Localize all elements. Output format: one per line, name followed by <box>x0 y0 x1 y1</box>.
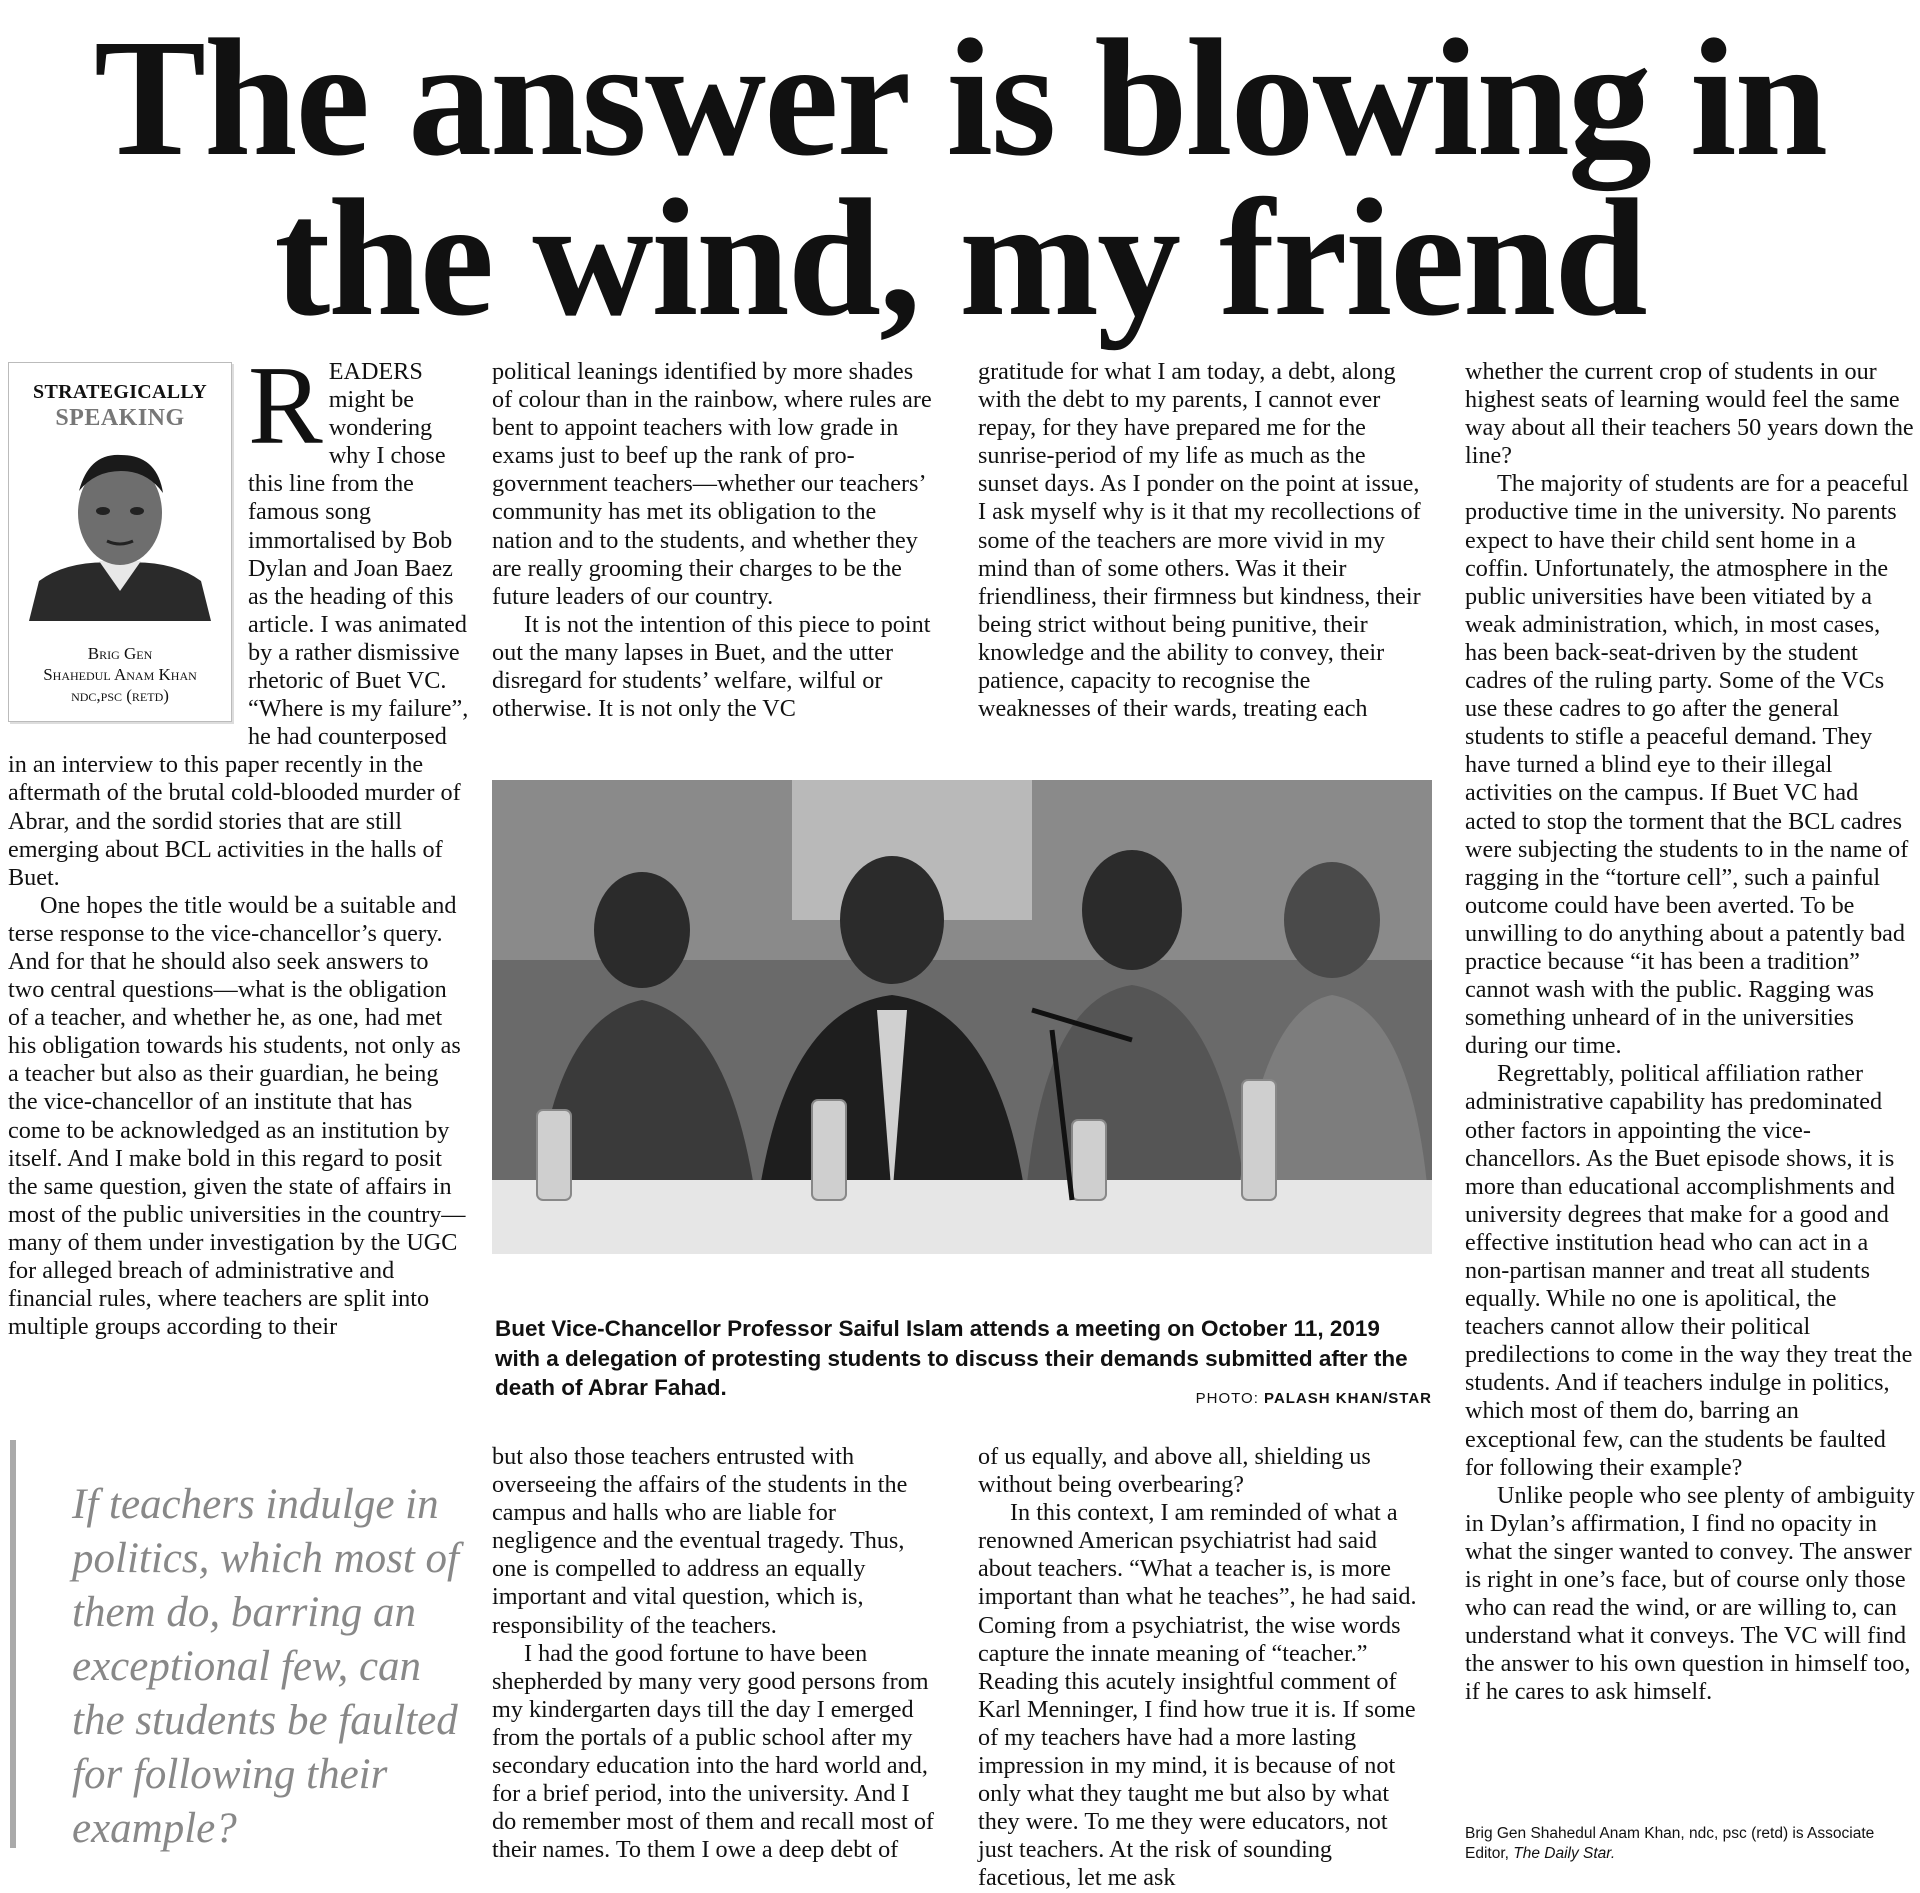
headline: The answer is blowing in the wind, my friend <box>94 5 1826 351</box>
body-paragraph: Regrettably, political affiliation rather administrative capability has predominated other factors in appointing the vice-chancellors. As the Buet episode shows, it is more than educational accomplishments and university degrees that make for a good and effective institution head who can act in a non-partisan manner and treat all students equally. While no one is apolitical, the teachers cannot allow their political predilections to come in the way they treat the students. And if teachers indulge in politics, which most of them do, barring an exceptional few, can the students be faulted for following their example? <box>1465 1060 1913 1481</box>
column-kicker: STRATEGICALLY <box>33 381 207 403</box>
body-paragraph: I had the good fortune to have been shepherded by many very good persons from my kindergarten days till the day I emerged from the portals of a public school after my secondary education into the hard world and, for a brief period, into the university. And I do remember most of them and recall most of their names. To them I owe a deep debt of <box>492 1639 934 1864</box>
news-photo <box>492 780 1432 1254</box>
pullquote-rule <box>10 1440 16 1848</box>
photo-caption: Buet Vice-Chancellor Professor Saiful Islam attends a meeting on October 11, 2019 with a delegation of protesting students to discuss their demands submitted after the death of Abrar Fahad. <box>495 1316 1408 1400</box>
body-paragraph: One hopes the title would be a suitable and terse response to the vice-chancellor’s query. And for that he should also seek answers to two central questions—what is the obligation of a teacher, and whether he, as one, had met his obligation towards his students, not only as a teacher but also as their guardian, he being the vice-chancellor of an institute that has come to be acknowledged as an institution by itself. And I make bold in this regard to posit the same question, given the state of affairs in most of the public universities in the country—many of them under investigation by the UGC for alleged breach of administrative and financial rules, where teachers are split into multiple groups according to their <box>8 891 466 1341</box>
body-paragraph: whether the current crop of students in our highest seats of learning would feel the same way about all their teachers 50 years down the line? <box>1465 358 1914 470</box>
body-column-3-top <box>978 358 1422 723</box>
body-column-1 <box>8 344 470 1341</box>
body-column-3-bottom <box>978 1443 1422 1893</box>
box-float-spacer <box>8 358 248 734</box>
author-name-line1: Brig Gen <box>87 644 153 663</box>
column-kicker-sub: SPEAKING <box>55 405 185 431</box>
body-paragraph: READERS might be wondering why I chose this line from the famous song immortalised by Bob Dylan and Joan Baez as the heading of this article. I was animated by a rather dismissive rhetoric of Buet VC. “Where is my failure”, he had counterposed in an interview to this paper recently in the aftermath of the brutal cold-blooded murder of Abrar, and the sordid stories that are still emerging about BCL activities in the halls of Buet. <box>8 344 469 891</box>
body-paragraph: political leanings identified by more shades of colour than in the rainbow, where rules are bent to appoint teachers with low grade in exams just to beef up the rank of pro-government teachers—whether our teachers’ community has met its obligation to the nation and to the students, and whether they are really grooming their charges to be the future leaders of our country. <box>492 358 932 610</box>
photo-credit: PHOTO: PALASH KHAN/STAR <box>1195 1390 1432 1407</box>
author-credentials: ndc,psc (retd) <box>71 686 169 705</box>
pull-quote: If teachers indulge in politics, which most of them do, barring an exceptional few, can the students be faulted for following their example? <box>72 1481 459 1852</box>
body-paragraph: In this context, I am reminded of what a renowned American psychiatrist had said about teachers. “What a teacher is, is more important than what he teaches”, he had said. Coming from a psychiatrist, the wise words capture the innate meaning of “teacher.” Reading this acutely insightful comment of Karl Menninger, I find how true it is. If some of my teachers have had a more lasting impression in my mind, it is because of not only what they taught me but also by what they were. To me they were educators, not just teachers. At the risk of sounding facetious, let me ask <box>978 1499 1417 1892</box>
body-paragraph: Unlike people who see plenty of ambiguity in Dylan’s affirmation, I find no opacity in what the singer wanted to convey. The answer is right in one’s face, but of course only those who can read the wind, or are willing to, can understand what it conveys. The VC will find the answer to his own question in himself too, if he cares to ask himself. <box>1465 1481 1915 1706</box>
body-paragraph: It is not the intention of this piece to point out the many lapses in Buet, and the utter disregard for students’ welfare, wilful or otherwise. It is not only the VC <box>492 610 931 723</box>
body-paragraph: gratitude for what I am today, a debt, along with the debt to my parents, I cannot ever repay, for they have prepared me for the sunrise-period of my life as much as the sunset days. As I ponder on the point at issue, I ask myself why is it that my recollections of some of the teachers are more vivid in my mind than of some others. Was it their friendliness, their firmness but kindness, their being strict without being punitive, their knowledge and the ability to convey, their patience, capacity to recognise the weaknesses of their wards, treating each <box>978 358 1421 723</box>
author-bio: Brig Gen Shahedul Anam Khan, ndc, psc (retd) is Associate Editor, The Daily Star. <box>1465 1825 1875 1862</box>
body-paragraph: The majority of students are for a peaceful productive time in the university. No parents expect to have their child sent home in a coffin. Unfortunately, the atmosphere in the public universities have been vitiated by a weak administration, which, in most cases, has been back-seat-driven by the student cadres of the ruling party. Some of the VCs use these cadres to go after the general students to stifle a peaceful demand. They have turned a blind eye to their illegal activities on the campus. If Buet VC had acted to stop the torment that the BCL cadres were subjecting the students to in the name of ragging in the “torture cell”, such a painful outcome could have been averted. To be unwilling to do anything about a patently bad practice because “it has been a tradition” cannot wash with the public. Ragging was something unheard of in the universities during our time. <box>1465 470 1909 1060</box>
drop-cap: R <box>248 344 323 468</box>
body-column-2-bottom <box>492 1443 936 1864</box>
body-column-4 <box>1465 358 1915 1707</box>
body-paragraph: but also those teachers entrusted with overseeing the affairs of the students in the campus and halls who are liable for negligence and the eventual tragedy. Thus, one is compelled to address an equally important and vital question, which is, responsibility of the teachers. <box>492 1443 908 1639</box>
body-paragraph: of us equally, and above all, shielding us without being overbearing? <box>978 1443 1371 1499</box>
body-column-2-top <box>492 358 936 723</box>
author-name-line2: Shahedul Anam Khan <box>43 665 197 684</box>
